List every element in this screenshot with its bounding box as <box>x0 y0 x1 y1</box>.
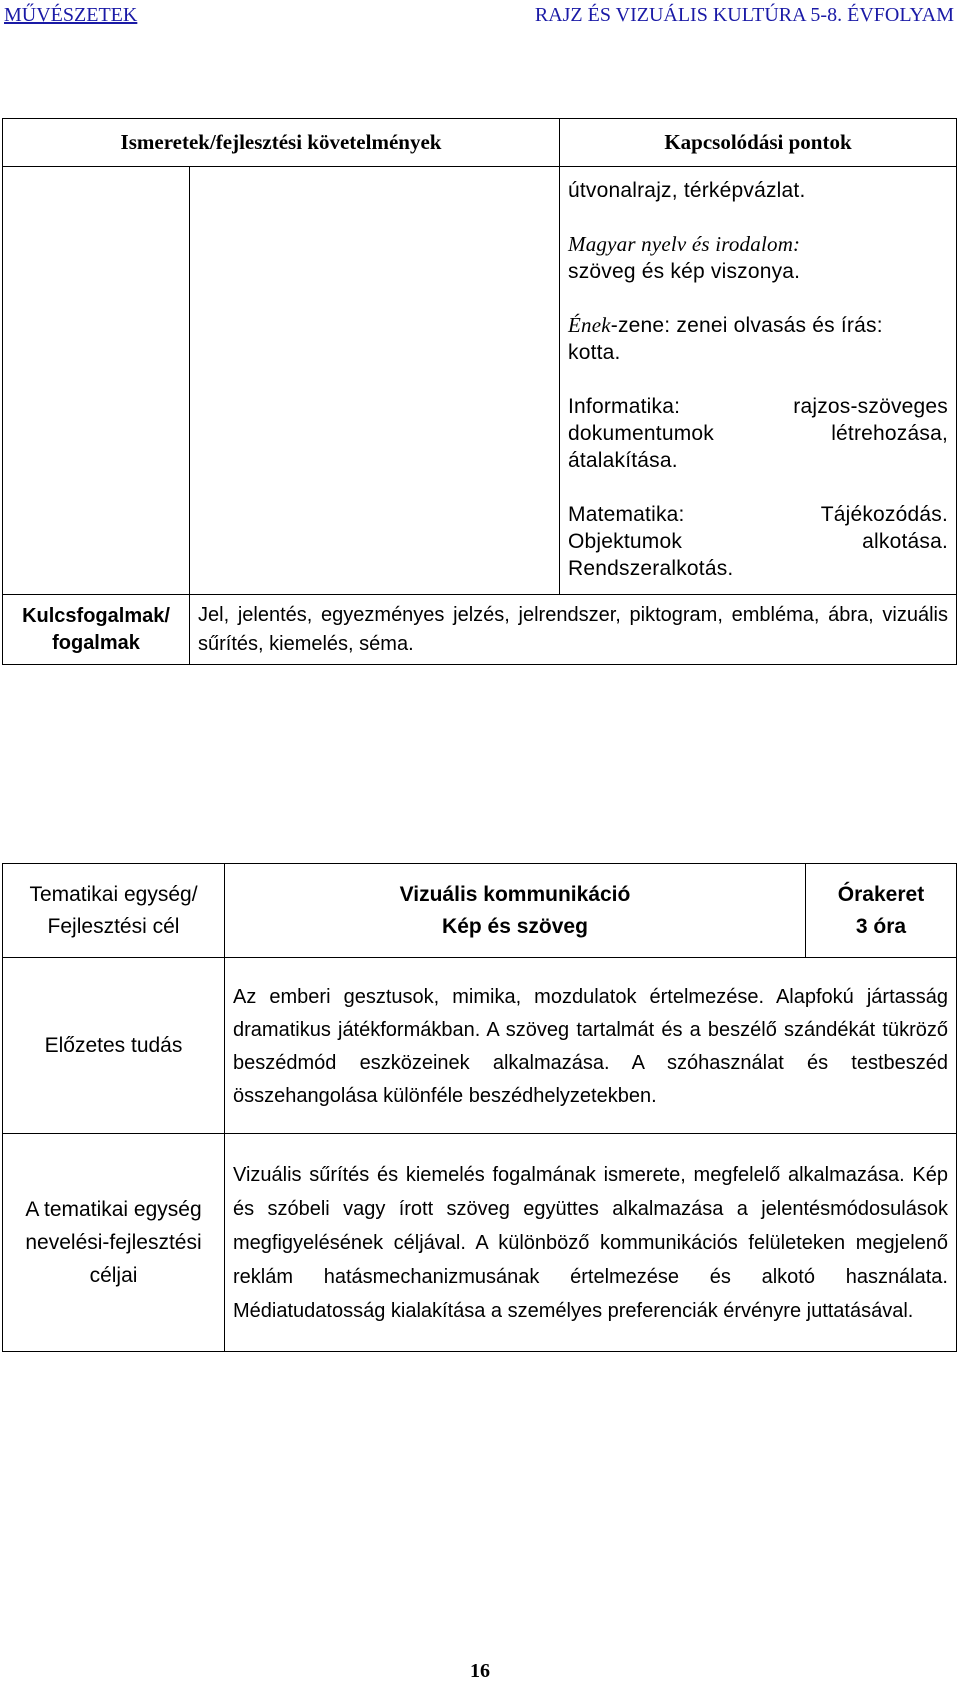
key-concepts-label-1: Kulcsfogalmak/ <box>22 604 170 627</box>
connection-map: útvonalrajz, térképvázlat. <box>568 179 806 202</box>
connection-maths <box>568 501 948 582</box>
header-link-muveszetek[interactable]: MŰVÉSZETEK <box>4 4 138 26</box>
goals-label-3: céljai <box>89 1264 138 1287</box>
unit-title <box>225 864 806 958</box>
key-concepts-label <box>3 595 190 665</box>
goals-label-1: A tematikai egység <box>25 1198 202 1221</box>
goals-label-2: nevelési-fejlesztési <box>25 1231 202 1254</box>
music-subject-rest: -zene: <box>610 314 671 337</box>
maths-text-a: Tájékozódás. <box>820 503 948 526</box>
requirements-table <box>2 118 957 665</box>
maths-text-b: Objektumok <box>568 530 683 553</box>
header-subject-title: RAJZ ÉS VIZUÁLIS KULTÚRA 5-8. ÉVFOLYAM <box>534 4 954 26</box>
connections-header: Kapcsolódási pontok <box>560 119 957 167</box>
informatics-text-a: rajzos-szöveges <box>793 395 948 418</box>
maths-text-c: alkotása. <box>862 530 948 553</box>
music-subject: Ének <box>568 313 611 337</box>
unit-label <box>3 864 225 958</box>
page-header <box>0 4 960 28</box>
informatics-text-c: létrehozása, <box>831 422 948 445</box>
key-concepts-label-2: fogalmak <box>52 631 140 654</box>
unit-label-1: Tematikai egység/ <box>29 882 198 906</box>
key-concepts-text: Jel, jelentés, egyezményes jelzés, jelrendszer, piktogram, embléma, ábra, vizuális sűrítés, kiemelés, séma. <box>190 595 957 665</box>
literature-subject: Magyar nyelv és irodalom: <box>568 232 801 256</box>
literature-text: szöveg és kép viszonya. <box>568 260 801 283</box>
page-number: 16 <box>470 1660 490 1682</box>
connections-cell <box>560 167 957 595</box>
informatics-subject: Informatika: <box>568 395 681 418</box>
prior-knowledge-text: Az emberi gesztusok, mimika, mozdulatok értelmezése. Alapfokú jártasság dramatikus játékformákban. A szöveg tartalmát és a beszélő szándékát tükröző beszédmód eszközeinek alkalmazása. A szóhasználat és testbeszéd összehangolása különféle beszédhelyzetekben. <box>225 958 957 1134</box>
connection-music <box>568 312 948 366</box>
unit-title-1: Vizuális kommunikáció <box>399 882 631 906</box>
hours-cell <box>806 864 957 958</box>
informatics-text-d: átalakítása. <box>568 449 678 472</box>
unit-table <box>2 863 957 1352</box>
prior-knowledge-label: Előzetes tudás <box>3 958 225 1134</box>
unit-label-2: Fejlesztési cél <box>47 914 180 938</box>
music-text: zenei olvasás és írás: <box>676 314 883 337</box>
connection-literature <box>568 231 948 285</box>
hours-value: 3 óra <box>855 914 907 938</box>
connection-informatics <box>568 393 948 474</box>
maths-text-d: Rendszeralkotás. <box>568 557 734 580</box>
music-text-2: kotta. <box>568 341 621 364</box>
goals-label <box>3 1134 225 1352</box>
maths-subject: Matematika: <box>568 503 685 526</box>
unit-title-2: Kép és szöveg <box>442 914 588 938</box>
hours-label: Órakeret <box>837 882 925 906</box>
requirements-header: Ismeretek/fejlesztési követelmények <box>3 119 560 167</box>
informatics-text-b: dokumentumok <box>568 422 714 445</box>
goals-text: Vizuális sűrítés és kiemelés fogalmának ismerete, megfelelő alkalmazása. Kép és szóbeli vagy írott szöveg együttes alkalmazása a jelentésmódosulások megfigyelésének céljával. A különböző kommunikációs felületeken megjelenő reklám hatásmechanizmusának értelmezése és alkotó használata. Médiatudatosság kialakítása a személyes preferenciák érvényre juttatásával. <box>225 1134 957 1352</box>
